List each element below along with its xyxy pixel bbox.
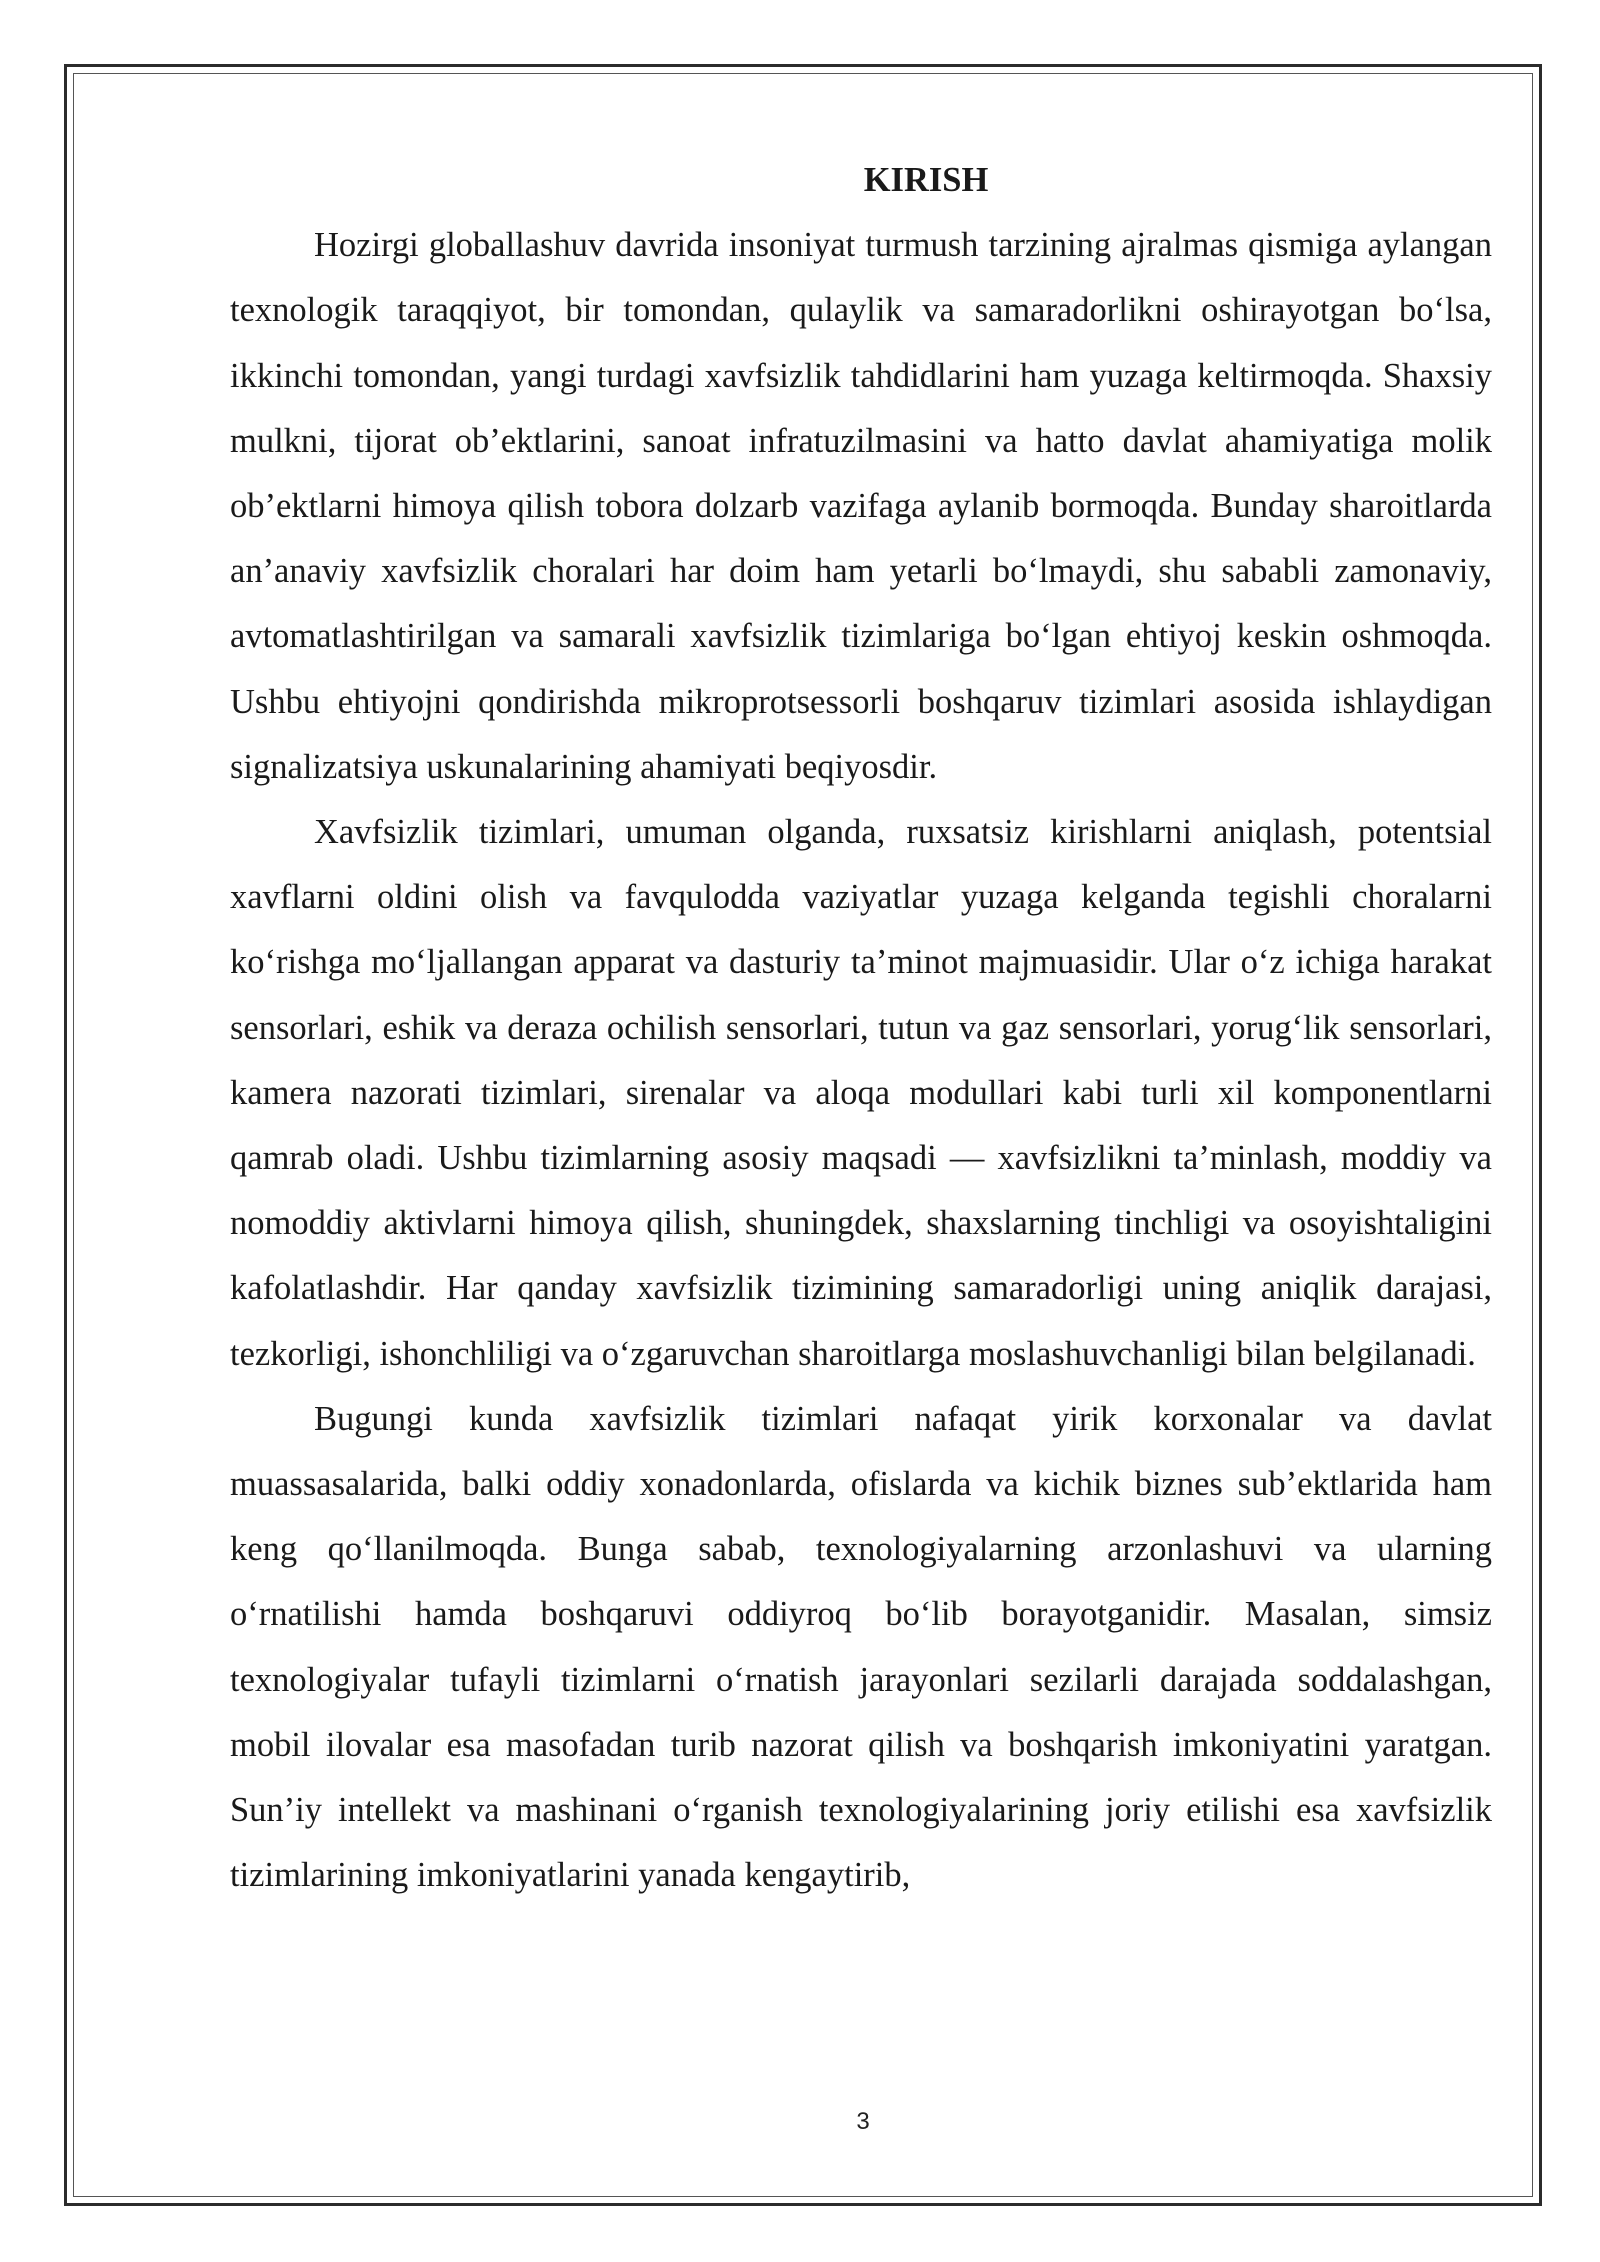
paragraph-3: Bugungi kunda xavfsizlik tizimlari nafaqat yirik korxonalar va davlat muassasalarida, balki oddiy xonadonlarda, ofislarda va kichik biznes sub’ektlarida ham keng qo‘llanilmoqda. Bunga sabab, texnologiyalarning arzonlashuvi va ularning o‘rnatilishi hamda boshqaruvi oddiyroq bo‘lib borayotganidir. Masalan, simsiz texnologiyalar tufayli tizimlarni o‘rnatish jarayonlari sezilarli darajada soddalashgan, mobil ilovalar esa masofadan turib nazorat qilish va boshqarish imkoniyatini yaratgan. Sun’iy intellekt va mashinani o‘rganish texnologiyalarining joriy etilishi esa xavfsizlik tizimlarining imkoniyatlarini yanada kengaytirib, — [230, 1399, 1492, 1895]
page-number: 3 — [856, 2108, 870, 2135]
paragraph-2: Xavfsizlik tizimlari, umuman olganda, ruxsatsiz kirishlarni aniqlash, potentsial xavflarni oldini olish va favqulodda vaziyatlar yuzaga kelganda tegishli choralarni ko‘rishga mo‘ljallangan apparat va dasturiy ta’minot majmuasidir. Ular o‘z ichiga harakat sensorlari, eshik va deraza ochilish sensorlari, tutun va gaz sensorlari, yorug‘lik sensorlari, kamera nazorati tizimlari, sirenalar va aloqa modullari kabi turli xil komponentlarni qamrab oladi. Ushbu tizimlarning asosiy maqsadi — xavfsizlikni ta’minlash, moddiy va nomoddiy aktivlarni himoya qilish, shuningdek, shaxslarning tinchligi va osoyishtaligini kafolatlashdir. Har qanday xavfsizlik tizimining samaradorligi uning aniqlik darajasi, tezkorligi, ishonchliligi va o‘zgaruvchan sharoitlarga moslashuvchanligi bilan belgilanadi. — [230, 813, 1492, 1373]
paragraph-1: Hozirgi globallashuv davrida insoniyat turmush tarzining ajralmas qismiga aylangan texnologik taraqqiyot, bir tomondan, qulaylik va samaradorlikni oshirayotgan bo‘lsa, ikkinchi tomondan, yangi turdagi xavfsizlik tahdidlarini ham yuzaga keltirmoqda. Shaxsiy mulkni, tijorat ob’ektlarini, sanoat infratuzilmasini va hatto davlat ahamiyatiga molik ob’ektlarni himoya qilish tobora dolzarb vazifaga aylanib bormoqda. Bunday sharoitlarda an’anaviy xavfsizlik choralari har doim ham yetarli bo‘lmaydi, shu sababli zamonaviy, avtomatlashtirilgan va samarali xavfsizlik tizimlariga bo‘lgan ehtiyoj keskin oshmoqda. Ushbu ehtiyojni qondirishda mikroprotsessorli boshqaruv tizimlari asosida ishlaydigan signalizatsiya uskunalarining ahamiyati beqiyosdir. — [230, 226, 1492, 786]
page-content — [230, 148, 1492, 1908]
section-title: KIRISH — [863, 161, 989, 199]
